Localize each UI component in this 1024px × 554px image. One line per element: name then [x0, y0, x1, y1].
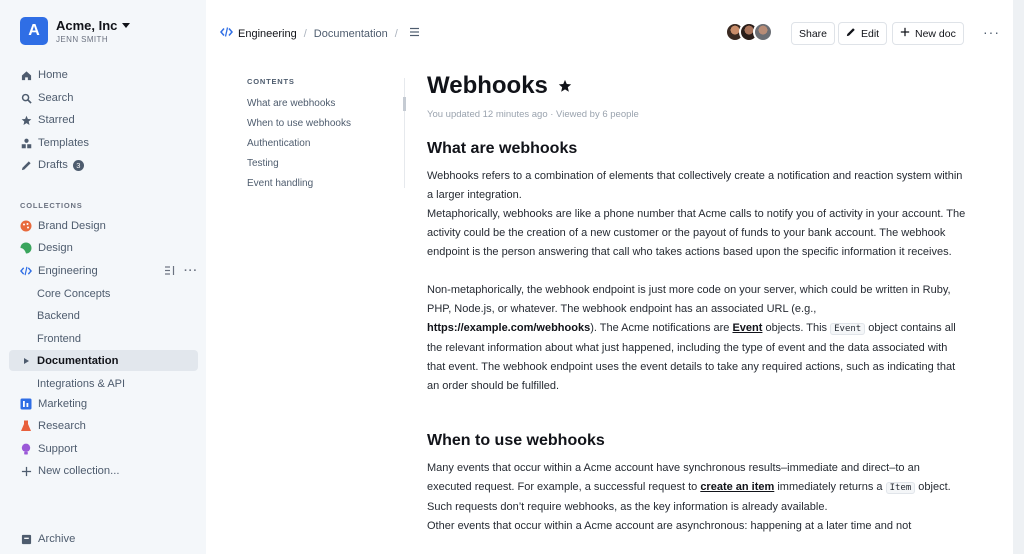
workspace-switcher[interactable]: [20, 17, 130, 45]
text-run: objects. This: [762, 322, 831, 334]
collection-brand-design-label: Brand Design: [38, 220, 106, 232]
more-options-icon[interactable]: ···: [983, 24, 1000, 40]
doc-integrations-api[interactable]: Integrations & API: [37, 378, 126, 390]
nav-home-label: Home: [38, 69, 68, 81]
breadcrumb-separator: /: [394, 27, 398, 40]
drafts-count-badge: 3: [73, 160, 84, 171]
breadcrumb-documentation[interactable]: Documentation: [313, 27, 388, 40]
menu-icon[interactable]: [409, 27, 420, 40]
workspace-logo: A: [20, 17, 48, 45]
sidebar: [0, 0, 206, 554]
nav-templates-label: Templates: [38, 137, 89, 149]
nav-search-label: Search: [38, 92, 74, 104]
nav-archive-label: Archive: [38, 533, 76, 545]
inline-code: Item: [886, 482, 916, 494]
toc-item[interactable]: Event handling: [247, 178, 314, 189]
collection-marketing[interactable]: [20, 395, 87, 413]
toc-active-indicator: [403, 97, 406, 111]
new-collection-button[interactable]: [20, 462, 119, 480]
nav-archive[interactable]: [20, 530, 75, 548]
text-run: Non-metaphorically, the webhook endpoint is just more code on your server, which could be written in Ruby, PHP, Node.js, or whatever. The webhook endpoint has an associated URL (e.g.,: [427, 284, 951, 315]
text-run: object contains all the relevant information about what just happened, including the type of event and the data associated with that event. The webhook endpoint uses the event details to take any required actions, such as indicating that an order should be fulfilled.: [427, 322, 956, 392]
edit-button-label: Edit: [861, 27, 880, 40]
paragraph: Other events that occur within a Acme account are asynchronous: happening at a later time and not: [427, 520, 912, 532]
toc-heading: CONTENTS: [247, 77, 295, 86]
edit-button[interactable]: [838, 22, 887, 45]
workspace-name: Acme, Inc: [56, 18, 118, 33]
text-run: ). The Acme notifications are: [590, 322, 733, 334]
text-run: Many events that occur within a Acme account have synchronous results–immediate and direct–to an executed request. For example, a successful request to: [427, 462, 920, 493]
marketing-collection-icon: [20, 398, 32, 410]
toc-item[interactable]: Testing: [247, 158, 279, 169]
nav-templates[interactable]: [20, 134, 89, 152]
more-options-icon[interactable]: ···: [184, 265, 198, 277]
document-title[interactable]: Webhooks: [427, 72, 548, 99]
doc-documentation-label: Documentation: [37, 355, 119, 367]
text-run: object. Such requests don’t require webhooks, as the key information is already available.: [427, 481, 951, 513]
paragraph: [427, 281, 967, 396]
toc-divider: [404, 78, 405, 188]
collection-support[interactable]: [20, 440, 77, 458]
nav-starred[interactable]: [20, 111, 75, 129]
inline-code: Event: [830, 323, 865, 335]
breadcrumb-separator: /: [303, 27, 307, 40]
collaborator-avatars[interactable]: [731, 22, 773, 42]
share-button-label: Share: [799, 27, 828, 40]
doc-documentation[interactable]: [24, 352, 118, 370]
event-link[interactable]: Event: [732, 322, 763, 334]
flask-icon: [20, 420, 32, 432]
toc-item[interactable]: What are webhooks: [247, 98, 336, 109]
archive-icon: [20, 533, 32, 545]
window-edge: [1013, 0, 1024, 554]
avatar: [753, 22, 773, 42]
collection-research[interactable]: [20, 417, 86, 435]
breadcrumb-engineering[interactable]: Engineering: [238, 27, 297, 40]
collection-design-label: Design: [38, 242, 73, 254]
create-item-link[interactable]: create an item: [700, 481, 775, 493]
sort-icon[interactable]: [164, 265, 176, 279]
collection-brand-design[interactable]: [20, 217, 106, 235]
nav-starred-label: Starred: [38, 114, 75, 126]
pencil-icon: [846, 27, 856, 40]
caret-right-icon: [24, 358, 29, 364]
collection-design[interactable]: [20, 239, 73, 257]
design-collection-icon: [20, 242, 32, 254]
collection-marketing-label: Marketing: [38, 398, 88, 410]
heading-when-to-use-webhooks: When to use webhooks: [427, 432, 605, 449]
code-icon: [220, 26, 233, 41]
paragraph: [427, 459, 967, 517]
nav-drafts-label: Drafts: [38, 159, 68, 171]
collections-heading: COLLECTIONS: [20, 201, 83, 210]
templates-icon: [20, 137, 32, 149]
collection-engineering-label: Engineering: [38, 265, 98, 277]
text-run: immediately returns a: [774, 481, 886, 493]
doc-core-concepts[interactable]: Core Concepts: [37, 288, 111, 300]
code-icon: [20, 265, 32, 277]
nav-home[interactable]: [20, 66, 68, 84]
brand-design-collection-icon: [20, 220, 32, 232]
url-text: https://example.com/webhooks: [427, 322, 591, 334]
collection-support-label: Support: [38, 443, 78, 455]
engineering-tools: [164, 265, 198, 279]
share-button[interactable]: [791, 22, 835, 45]
chevron-down-icon: [122, 23, 130, 28]
collection-research-label: Research: [38, 420, 86, 432]
toc-item[interactable]: When to use webhooks: [247, 118, 351, 129]
nav-search[interactable]: [20, 89, 73, 107]
lightbulb-icon: [20, 443, 32, 455]
nav-drafts[interactable]: [20, 156, 84, 174]
collection-engineering[interactable]: [20, 262, 98, 280]
document-body: [427, 72, 967, 536]
breadcrumb: [220, 26, 420, 41]
paragraph: Metaphorically, webhooks are like a phone number that Acme calls to notify you of activity in your account. The activity could be the creation of a new customer or the payout of funds to your bank account. The webhook endpoint is the person answering that call who takes actions based upon the specific information it receives.: [427, 208, 966, 258]
plus-icon: [900, 27, 910, 40]
star-icon: [20, 114, 32, 126]
star-icon[interactable]: [558, 72, 572, 100]
search-icon: [20, 92, 32, 104]
pencil-icon: [20, 159, 32, 171]
home-icon: [20, 69, 32, 81]
new-doc-button[interactable]: [892, 22, 964, 45]
toc-item[interactable]: Authentication: [247, 138, 311, 149]
document-meta: You updated 12 minutes ago · Viewed by 6 people: [427, 109, 639, 120]
doc-header: [206, 0, 1024, 62]
doc-backend[interactable]: Backend: [37, 310, 80, 322]
plus-icon: [20, 465, 32, 477]
new-collection-label: New collection...: [38, 465, 120, 477]
page-title: [427, 72, 967, 100]
new-doc-button-label: New doc: [915, 27, 956, 40]
heading-what-are-webhooks: What are webhooks: [427, 140, 578, 157]
paragraph: Webhooks refers to a combination of elements that collectively create a notification and reaction system within a larger integration.: [427, 170, 963, 201]
doc-frontend[interactable]: Frontend: [37, 333, 82, 345]
workspace-user: JENN SMITH: [56, 35, 108, 44]
